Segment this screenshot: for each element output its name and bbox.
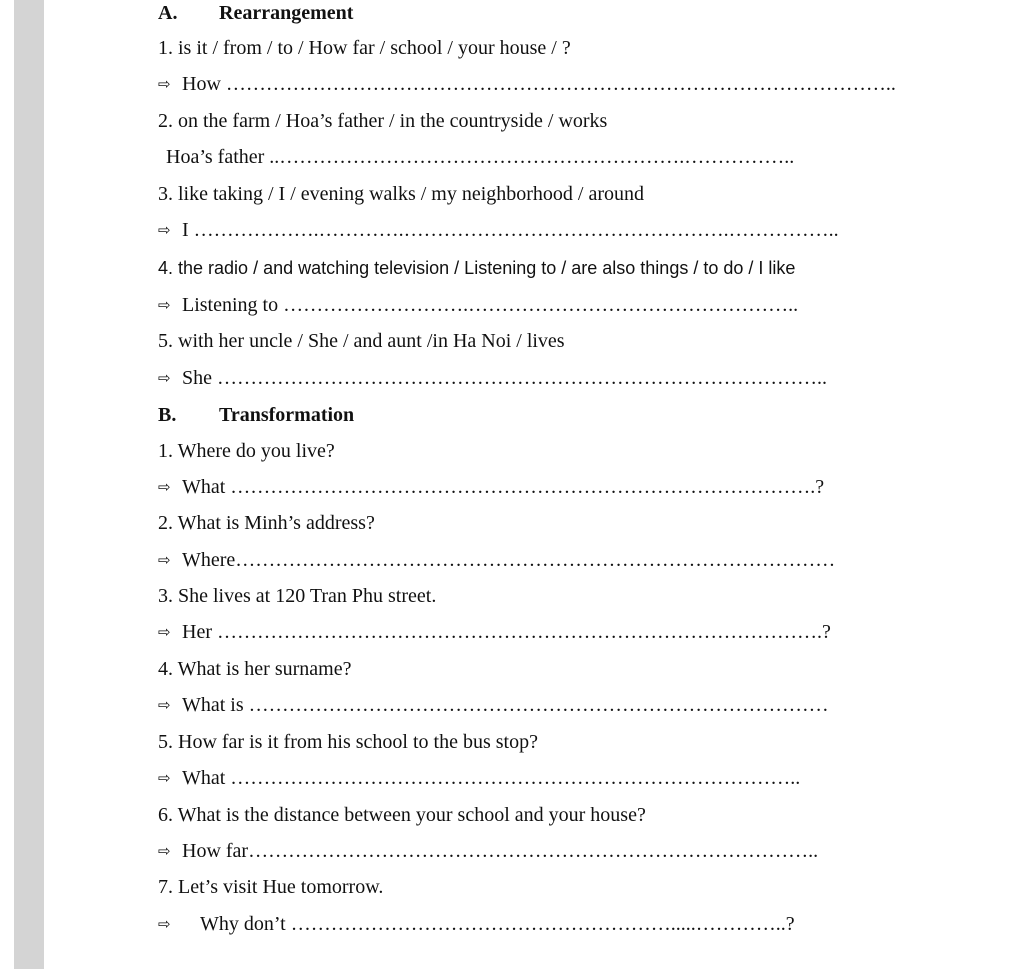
section-b-item-4-prompt: 4. What is her surname? [158,658,352,680]
arrow-right-icon: ⇨ [158,551,171,569]
section-b-item-2-answer [158,548,835,572]
arrow-right-icon: ⇨ [158,296,171,314]
arrow-right-icon: ⇨ [158,915,171,933]
section-b-item-6-answer [158,839,818,863]
section-b-heading [158,403,354,427]
answer-line: What …………………………………………………………………………….? [182,476,825,498]
arrow-right-icon: ⇨ [158,75,171,93]
section-b-title: Transformation [219,404,355,426]
answer-line: Hoa’s father ..…………………………………………………….…………….. [166,146,795,168]
section-b-item-3-prompt: 3. She lives at 120 Tran Phu street. [158,585,437,607]
arrow-right-icon: ⇨ [158,478,171,496]
section-a-item-4-prompt: 4. the radio / and watching television / Listening to / are also things / to do / I like [158,258,796,278]
section-a-item-2-prompt: 2. on the farm / Hoa’s father / in the countryside / works [158,110,608,132]
section-b-item-1-answer [158,475,824,499]
arrow-right-icon: ⇨ [158,696,171,714]
section-b-item-3-answer [158,620,831,644]
answer-line: How ……………………………………………………………………………………….. [182,73,896,95]
section-b-item-4-answer [158,693,829,717]
answer-line: I ……………….………….………………………………………….…………….. [182,219,839,241]
answer-line: She ……………………………………………………………………………….. [182,367,827,389]
page-left-margin-bar [14,0,44,969]
section-a-item-3-answer [158,218,839,242]
section-a-title: Rearrangement [219,2,354,24]
section-b-item-7-prompt: 7. Let’s visit Hue tomorrow. [158,876,384,898]
section-a-item-5-answer [158,366,827,390]
arrow-right-icon: ⇨ [158,221,171,239]
section-b-item-2-prompt: 2. What is Minh’s address? [158,512,375,534]
section-a-letter: A. [158,2,178,24]
answer-line: What is …………………………………………………………………………… [182,694,829,716]
section-a-item-3-prompt: 3. like taking / I / evening walks / my neighborhood / around [158,183,645,205]
section-b-item-5-prompt: 5. How far is it from his school to the bus stop? [158,731,538,753]
section-b-item-5-answer [158,766,800,790]
answer-line: How far………………………………………………………………………….. [182,840,819,862]
section-a-item-4-answer [158,293,798,317]
section-b-letter: B. [158,404,177,426]
section-b-item-6-prompt: 6. What is the distance between your school and your house? [158,804,646,826]
section-a-heading [158,1,353,25]
answer-line: Why don’t ………………………………………………….....…………..? [200,913,795,935]
answer-line: Listening to ……………………….………………………………………….. [182,294,799,316]
answer-line: Where……………………………………………………………………………… [182,549,836,571]
answer-line: What ………………………………………………………………………….. [182,767,801,789]
arrow-right-icon: ⇨ [158,623,171,641]
answer-line: Her ……………………………………………………………………………….? [182,621,831,643]
section-a-item-1-answer [158,72,896,96]
arrow-right-icon: ⇨ [158,842,171,860]
arrow-right-icon: ⇨ [158,369,171,387]
section-a-item-5-prompt: 5. with her uncle / She / and aunt /in Ha Noi / lives [158,330,565,352]
section-a-item-1-prompt: 1. is it / from / to / How far / school / your house / ? [158,37,571,59]
section-b-item-1-prompt: 1. Where do you live? [158,440,335,462]
section-a-item-2-answer [166,145,794,169]
section-b-item-7-answer [158,912,795,936]
arrow-right-icon: ⇨ [158,769,171,787]
